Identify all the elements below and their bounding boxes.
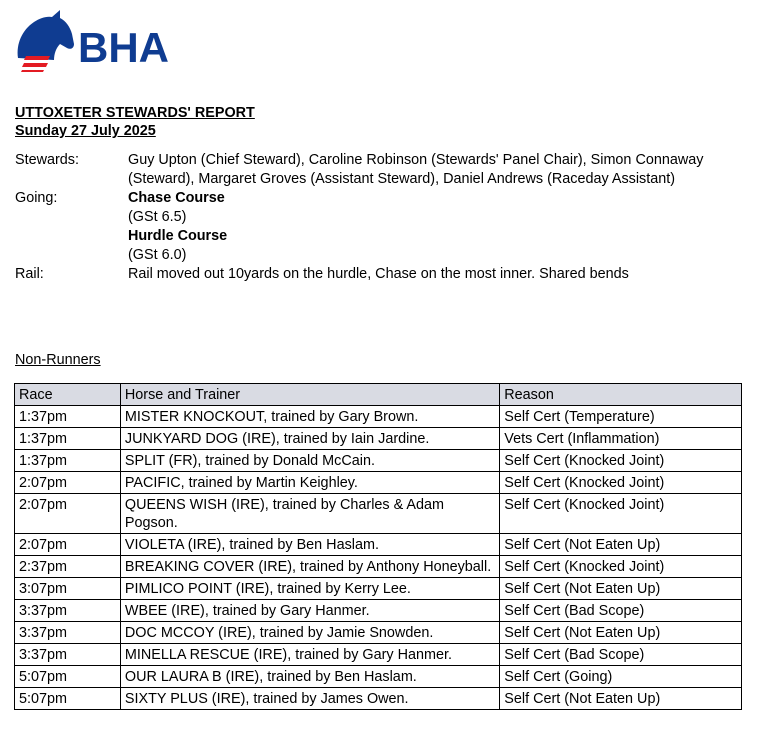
report-title-block xyxy=(15,104,255,140)
table-row xyxy=(15,622,742,644)
horse-trainer-cell: PACIFIC, trained by Martin Keighley. xyxy=(120,472,499,494)
race-cell: 1:37pm xyxy=(15,450,121,472)
stewards-row xyxy=(15,151,735,189)
race-cell: 1:37pm xyxy=(15,428,121,450)
going-row xyxy=(15,189,735,265)
race-cell: 3:37pm xyxy=(15,644,121,666)
reason-cell: Self Cert (Knocked Joint) xyxy=(500,450,742,472)
horse-trainer-cell: OUR LAURA B (IRE), trained by Ben Haslam. xyxy=(120,666,499,688)
going-label: Going: xyxy=(15,190,58,206)
horse-trainer-cell: SIXTY PLUS (IRE), trained by James Owen. xyxy=(120,688,499,710)
stewards-label: Stewards: xyxy=(15,152,79,168)
reason-cell: Self Cert (Bad Scope) xyxy=(500,600,742,622)
horse-trainer-cell: DOC MCCOY (IRE), trained by Jamie Snowden. xyxy=(120,622,499,644)
table-row xyxy=(15,450,742,472)
column-header-reason: Reason xyxy=(500,384,742,406)
reason-cell: Vets Cert (Inflammation) xyxy=(500,428,742,450)
chase-course-going: (GSt 6.5) xyxy=(128,209,187,225)
table-row xyxy=(15,666,742,688)
non-runners-heading: Non-Runners xyxy=(15,352,101,368)
race-cell: 2:07pm xyxy=(15,472,121,494)
table-row xyxy=(15,494,742,534)
table-row xyxy=(15,428,742,450)
table-header-row xyxy=(15,384,742,406)
race-cell: 2:37pm xyxy=(15,556,121,578)
horse-head-icon xyxy=(18,10,74,60)
race-cell: 1:37pm xyxy=(15,406,121,428)
table-row xyxy=(15,644,742,666)
table-row xyxy=(15,578,742,600)
race-cell: 3:37pm xyxy=(15,600,121,622)
logo-text: BHA xyxy=(78,24,169,71)
race-cell: 2:07pm xyxy=(15,534,121,556)
table-row xyxy=(15,472,742,494)
reason-cell: Self Cert (Not Eaten Up) xyxy=(500,578,742,600)
horse-trainer-cell: PIMLICO POINT (IRE), trained by Kerry Lee. xyxy=(120,578,499,600)
reason-cell: Self Cert (Knocked Joint) xyxy=(500,556,742,578)
report-title: UTTOXETER STEWARDS' REPORT xyxy=(15,105,255,121)
reason-cell: Self Cert (Knocked Joint) xyxy=(500,494,742,534)
table-row xyxy=(15,688,742,710)
horse-trainer-cell: SPLIT (FR), trained by Donald McCain. xyxy=(120,450,499,472)
horse-trainer-cell: MISTER KNOCKOUT, trained by Gary Brown. xyxy=(120,406,499,428)
reason-cell: Self Cert (Not Eaten Up) xyxy=(500,534,742,556)
chase-course-heading: Chase Course xyxy=(128,190,225,206)
stewards-value: Guy Upton (Chief Steward), Caroline Robinson (Stewards' Panel Chair), Simon Connaway (Steward), Margaret Groves (Assistant Steward), Daniel Andrews (Raceday Assistant) xyxy=(128,152,704,187)
horse-trainer-cell: QUEENS WISH (IRE), trained by Charles & Adam Pogson. xyxy=(120,494,499,534)
hurdle-course-heading: Hurdle Course xyxy=(128,228,228,244)
hurdle-course-going: (GSt 6.0) xyxy=(128,247,187,263)
horse-trainer-cell: BREAKING COVER (IRE), trained by Anthony Honeyball. xyxy=(120,556,499,578)
horse-trainer-cell: JUNKYARD DOG (IRE), trained by Iain Jardine. xyxy=(120,428,499,450)
rail-row xyxy=(15,265,735,284)
reason-cell: Self Cert (Bad Scope) xyxy=(500,644,742,666)
column-header-horse-trainer: Horse and Trainer xyxy=(120,384,499,406)
reason-cell: Self Cert (Knocked Joint) xyxy=(500,472,742,494)
race-cell: 5:07pm xyxy=(15,688,121,710)
race-cell: 3:37pm xyxy=(15,622,121,644)
race-cell: 5:07pm xyxy=(15,666,121,688)
horse-trainer-cell: VIOLETA (IRE), trained by Ben Haslam. xyxy=(120,534,499,556)
reason-cell: Self Cert (Not Eaten Up) xyxy=(500,688,742,710)
non-runners-table xyxy=(14,383,742,710)
report-date: Sunday 27 July 2025 xyxy=(15,123,156,139)
reason-cell: Self Cert (Not Eaten Up) xyxy=(500,622,742,644)
table-row xyxy=(15,556,742,578)
horse-trainer-cell: MINELLA RESCUE (IRE), trained by Gary Hanmer. xyxy=(120,644,499,666)
table-row xyxy=(15,600,742,622)
reason-cell: Self Cert (Going) xyxy=(500,666,742,688)
race-cell: 2:07pm xyxy=(15,494,121,534)
reason-cell: Self Cert (Temperature) xyxy=(500,406,742,428)
race-cell: 3:07pm xyxy=(15,578,121,600)
column-header-race: Race xyxy=(15,384,121,406)
rail-value: Rail moved out 10yards on the hurdle, Chase on the most inner. Shared bends xyxy=(128,266,629,282)
table-row xyxy=(15,406,742,428)
horse-trainer-cell: WBEE (IRE), trained by Gary Hanmer. xyxy=(120,600,499,622)
table-row xyxy=(15,534,742,556)
bha-logo xyxy=(14,8,174,72)
race-details xyxy=(15,151,735,284)
rail-label: Rail: xyxy=(15,266,44,282)
